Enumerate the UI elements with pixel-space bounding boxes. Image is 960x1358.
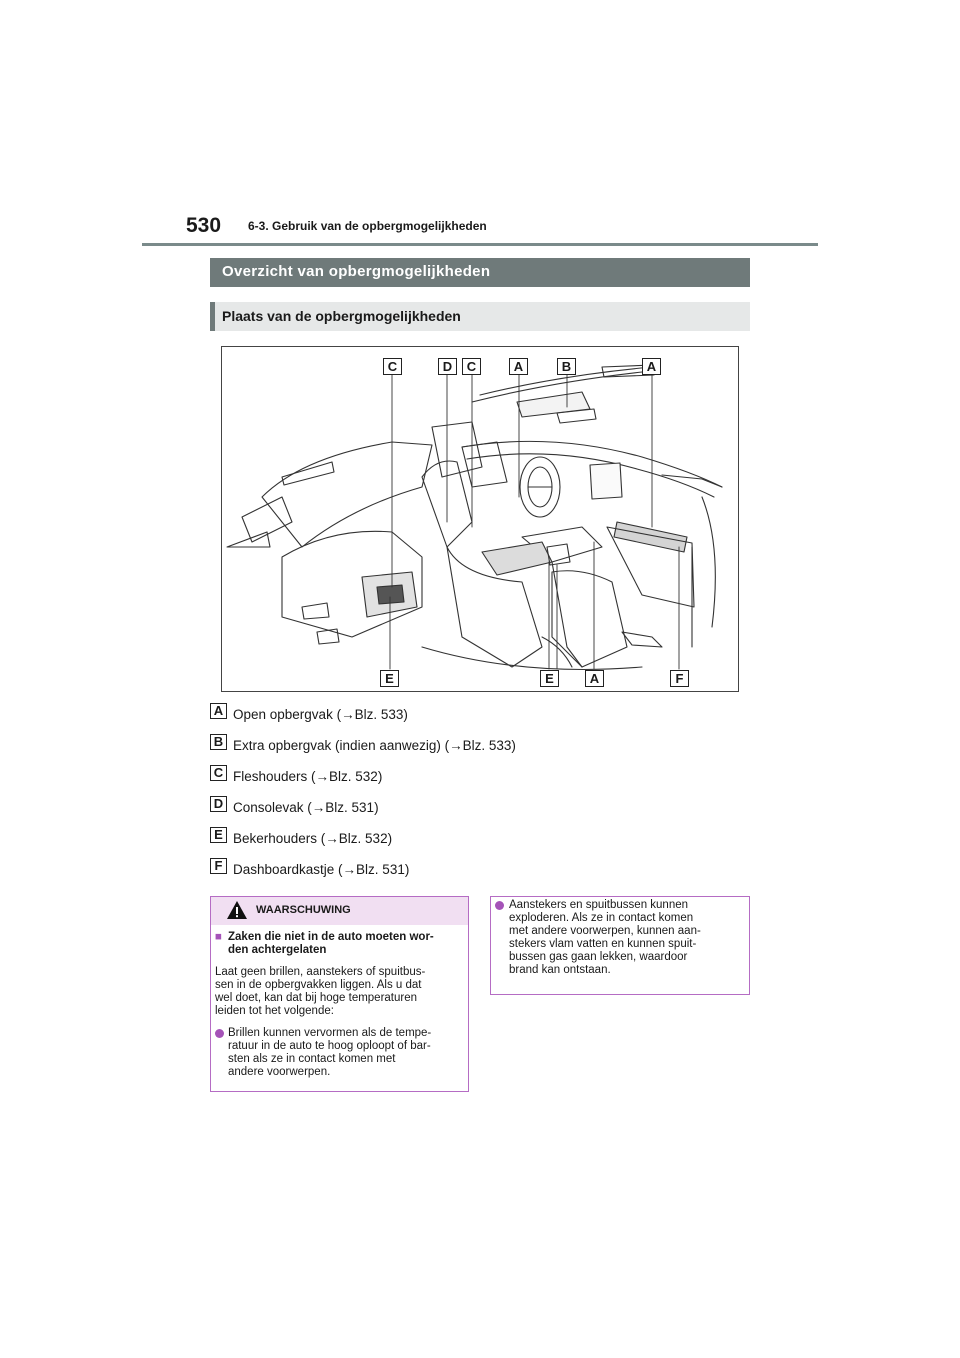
car-interior-drawing — [222, 347, 738, 691]
warning-body-line-2: sen in de opbergvakken liggen. Als u dat — [215, 979, 422, 991]
callout-c-bottle-holder-rear: C — [383, 358, 402, 375]
subsection-accent — [210, 302, 215, 331]
callout-a-open-tray-lower: A — [585, 670, 604, 687]
callout-b-auxiliary-box: B — [557, 358, 576, 375]
car-interior-illustration — [221, 346, 739, 692]
legend-text-a: Open opbergvak (→Blz. 533) — [233, 707, 408, 722]
chapter-title: 6-3. Gebruik van de opbergmogelijkheden — [248, 219, 487, 233]
legend-letter-d: D — [210, 796, 227, 812]
warning-triangle-icon — [226, 900, 248, 920]
warning-title: WAARSCHUWING — [256, 904, 351, 916]
legend-letter-b: B — [210, 734, 227, 750]
subsection-title: Plaats van de opbergmogelijkheden — [222, 308, 461, 324]
legend-letter-a: A — [210, 703, 227, 719]
legend-letter-f: F — [210, 858, 227, 874]
warning-bullet-line-2: ratuur in de auto te hoog oploopt of bar- — [228, 1040, 431, 1052]
page-number: 530 — [186, 214, 222, 237]
warning-body-line-3: wel doet, kan dat bij hoge temperaturen — [215, 992, 418, 1004]
warning-square-bullet: ■ — [215, 931, 222, 943]
header-divider — [142, 243, 818, 246]
warning-heading-line-1: Zaken die niet in de auto moeten wor- — [228, 931, 434, 943]
bullet-dot-icon — [215, 1029, 224, 1038]
warning-body-line-1: Laat geen brillen, aanstekers of spuitbus- — [215, 966, 426, 978]
callout-c-bottle-holder-front: C — [462, 358, 481, 375]
section-title: Overzicht van opbergmogelijkheden — [222, 263, 491, 280]
callout-a-open-tray-console: A — [509, 358, 528, 375]
warning-continued-line-6: brand kan ontstaan. — [509, 964, 611, 976]
warning-bullet-line-1: Brillen kunnen vervormen als de tempe- — [228, 1027, 432, 1039]
warning-heading-line-2: den achtergelaten — [228, 944, 327, 956]
warning-continued-line-5: bussen gas gaan lekken, waardoor — [509, 951, 688, 963]
legend-letter-c: C — [210, 765, 227, 781]
legend-text-b: Extra opbergvak (indien aanwezig) (→Blz. 533) — [233, 738, 516, 753]
legend-text-d: Consolevak (→Blz. 531) — [233, 800, 379, 815]
warning-continued-line-4: stekers vlam vatten en kunnen spuit- — [509, 938, 697, 950]
legend-text-c: Fleshouders (→Blz. 532) — [233, 769, 383, 784]
legend-text-e: Bekerhouders (→Blz. 532) — [233, 831, 393, 846]
warning-continued-line-2: exploderen. Als ze in contact komen — [509, 912, 694, 924]
warning-bullet-line-3: sten als ze in contact komen met — [228, 1053, 396, 1065]
callout-a-open-tray-dash: A — [642, 358, 661, 375]
warning-continued-line-3: met andere voorwerpen, kunnen aan- — [509, 925, 701, 937]
bullet-dot-icon — [495, 901, 504, 910]
warning-body-line-4: leiden tot het volgende: — [215, 1005, 334, 1017]
warning-bullet-line-4: andere voorwerpen. — [228, 1066, 331, 1078]
legend-letter-e: E — [210, 827, 227, 843]
callout-e-cup-holder-rear: E — [380, 670, 399, 687]
warning-continued-line-1: Aanstekers en spuitbussen kunnen — [509, 899, 689, 911]
callout-e-cup-holder-front: E — [540, 670, 559, 687]
legend-text-f: Dashboardkastje (→Blz. 531) — [233, 862, 410, 877]
callout-f-glove-box: F — [670, 670, 689, 687]
callout-d-console-box: D — [438, 358, 457, 375]
